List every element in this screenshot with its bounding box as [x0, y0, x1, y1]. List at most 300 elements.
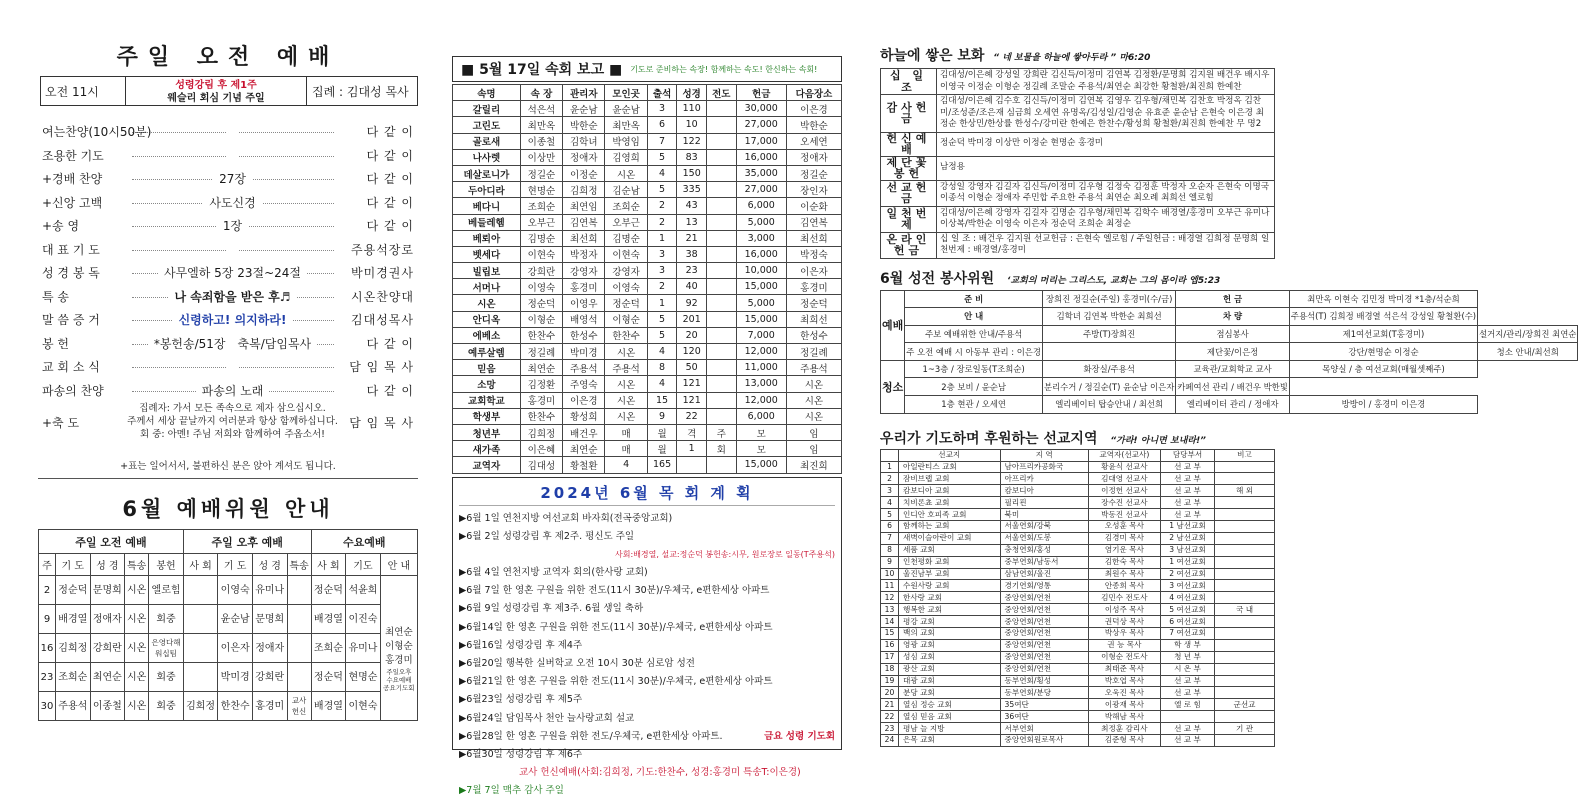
cell-row [453, 457, 842, 473]
committee-cell: 홍경미 [252, 692, 287, 721]
mission-cell [1160, 711, 1214, 723]
service-title: 6월 성전 봉사위원 [880, 270, 995, 287]
mission-header [881, 449, 899, 461]
plan-item: 교사 헌신예배(사회:김희정, 기도:한찬수, 성경:홍경미 특송T:이은경) [519, 767, 801, 779]
committee-cell: 한찬수 [218, 692, 253, 721]
mission-cell: 6 [881, 521, 899, 533]
service-cell: 최만옥 이현숙 김민정 박미경 *1층/석순희 [1289, 290, 1477, 308]
cell-value: 2 [647, 279, 677, 295]
service-cell: 점심봉사 [1176, 325, 1290, 343]
group-header: 주일 오후 예배 [183, 530, 311, 554]
order-label: 조용한 기도 [42, 147, 127, 164]
mission-cell: 청 년 부 [1160, 651, 1214, 663]
cell-value: 새가족 [453, 441, 521, 457]
mission-row [881, 485, 1275, 497]
mission-cell: 1 여선교회 [1160, 556, 1214, 568]
mission-cell: 24 [881, 735, 899, 747]
mission-cell: 군선교 [1215, 699, 1275, 711]
cell-value: 김대성 [520, 457, 562, 473]
mission-cell: 치비론쵸 교회 [899, 497, 1001, 509]
mission-row [881, 663, 1275, 675]
cell-value [706, 149, 736, 165]
committee-cell: 배경열 [56, 605, 91, 634]
cell-value: 홍경미 [786, 279, 841, 295]
mission-cell: 삼남연회/울진 [1000, 568, 1088, 580]
cell-value: 강영자 [563, 263, 605, 279]
mission-cell: 동부연회/횡성 [1000, 675, 1088, 687]
mission-cell: 중앙연회/연천 [1000, 592, 1088, 604]
offering-title: 하늘에 쌓은 보화 [880, 48, 985, 64]
worship-order-column [28, 0, 428, 725]
cell-value [706, 101, 736, 117]
cell-value: 벳세다 [453, 246, 521, 262]
mission-cell [1215, 461, 1275, 473]
mission-cell: 선 교 부 [1160, 723, 1214, 735]
mission-cell: 중앙연회/연천 [1000, 651, 1088, 663]
committee-cell: 정순덕 [56, 576, 91, 605]
cell-value: 4 [647, 344, 677, 360]
mission-row [881, 735, 1275, 747]
cell-value: 시온 [605, 344, 647, 360]
mission-cell: 중앙연회/연천 [1000, 628, 1088, 640]
service-group: 예배 [881, 290, 905, 360]
mission-cell: 중앙연회/연천 [1000, 663, 1088, 675]
cell-value: 월 [647, 441, 677, 457]
season-line-1: 성령강림 후 제1주 [175, 80, 257, 91]
mission-cell: 중앙연회/연천 [1000, 616, 1088, 628]
mission-cell: 김경미 목사 [1088, 532, 1160, 544]
cell-value: 이종철 [520, 133, 562, 149]
cell-row [453, 214, 842, 230]
plan-item: ▶6월14일 한 영혼 구원을 위한 전도(11시 30분)/우체국, e편한세상 아파트 [459, 621, 773, 633]
mission-cell: 김민수 전도사 [1088, 592, 1160, 604]
group-header-row [39, 530, 418, 554]
cell-value: 박정숙 [786, 246, 841, 262]
service-cell: 청소 안내/최선희 [1478, 343, 1578, 361]
presider: 집례 : 김대성 목사 [312, 84, 409, 99]
offering-row [881, 232, 1275, 258]
cell-row [453, 360, 842, 376]
cell-value: 정길순 [520, 165, 562, 181]
cell-value: 한성수 [563, 327, 605, 343]
mission-row [881, 628, 1275, 640]
offering-row [881, 132, 1275, 156]
order-content-text: 파송의 노래 [196, 384, 270, 398]
cell-value: 김희정 [520, 424, 562, 440]
cell-value: 홍경미 [563, 279, 605, 295]
committee-cell: 정순덕 [311, 576, 346, 605]
mission-row [881, 556, 1275, 568]
mission-cell: 7 [881, 532, 899, 544]
cell-value: 월 [647, 424, 677, 440]
mission-cell [1215, 711, 1275, 723]
benediction-row [42, 402, 414, 448]
cell-value: 김순남 [605, 182, 647, 198]
mission-cell [1215, 735, 1275, 747]
cell-row [453, 408, 842, 424]
cell-row [453, 295, 842, 311]
sub-header: 기 도 [218, 554, 253, 576]
mission-row [881, 521, 1275, 533]
order-row [42, 144, 414, 168]
order-label: +송 영 [42, 217, 127, 234]
mission-cell: 9 [881, 556, 899, 568]
mission-cell: 권 능 목사 [1088, 639, 1160, 651]
mission-row [881, 497, 1275, 509]
order-content-text: 사무엘하 5장 23절~24절 [158, 266, 307, 280]
cell-value: 시온 [605, 376, 647, 392]
service-row [881, 378, 1578, 396]
mission-header: 담당부서 [1160, 449, 1214, 461]
cell-value: 15,000 [736, 457, 786, 473]
offering-row [881, 180, 1275, 206]
mission-cell: 21 [881, 699, 899, 711]
mission-cell: 오욱진 목사 [1088, 687, 1160, 699]
guide-note: 최연순 [385, 627, 413, 638]
cell-value: 최진희 [786, 457, 841, 473]
cell-value: 5,000 [736, 214, 786, 230]
cell-value: 5 [647, 311, 677, 327]
cell-value: 시온 [605, 392, 647, 408]
cell-value: 베들레헴 [453, 214, 521, 230]
cell-value: 매 [605, 441, 647, 457]
order-row [42, 379, 414, 403]
benediction-line: 집례자: 가서 모든 족속으로 제자 삼으십시오. [139, 403, 326, 414]
cell-value: 정길례 [520, 344, 562, 360]
worship-time: 오전 11시 [41, 77, 126, 105]
cell-value: 예루살렘 [453, 344, 521, 360]
service-cell: 차 량 [1176, 308, 1290, 326]
committee-cell: 최연순 [90, 663, 125, 692]
cell-value: 김명순 [605, 230, 647, 246]
order-leader: 박미경권사 [338, 264, 414, 281]
committee-cell: 정애자 [252, 634, 287, 663]
cell-value: 11,000 [736, 360, 786, 376]
season-line-2: 웨슬리 회심 기념 주일 [167, 93, 265, 104]
cell-value: 40 [677, 279, 707, 295]
committee-cell [183, 576, 218, 605]
cell-header: 성경 [677, 85, 707, 101]
cell-value: 황성희 [563, 408, 605, 424]
committee-cell: 현명순 [346, 663, 381, 692]
order-label: 봉 헌 [42, 335, 127, 352]
cell-row [453, 279, 842, 295]
cell-value: 정애자 [563, 149, 605, 165]
cell-header: 다음장소 [786, 85, 841, 101]
cell-value: 165 [647, 457, 677, 473]
order-leader: 김대성목사 [338, 311, 414, 328]
order-row [42, 261, 414, 285]
service-heading [880, 268, 1275, 288]
divider [38, 478, 418, 479]
cell-report-table [452, 84, 842, 474]
cell-value: 김영희 [605, 149, 647, 165]
cell-value: 믿음 [453, 360, 521, 376]
mission-row [881, 675, 1275, 687]
committee-cell [287, 663, 311, 692]
cell-value [706, 295, 736, 311]
mission-cell: 인디안 호피족 교회 [899, 509, 1001, 521]
cell-value: 나사렛 [453, 149, 521, 165]
mission-cell: 충청연회/홍성 [1000, 544, 1088, 556]
service-cell: 제단꽃/이은정 [1176, 343, 1290, 361]
mission-cell [1215, 639, 1275, 651]
offering-row [881, 69, 1275, 95]
mission-row [881, 509, 1275, 521]
order-label: 대 표 기 도 [42, 241, 127, 258]
cell-value: 교회학교 [453, 392, 521, 408]
cell-value: 5 [647, 182, 677, 198]
cell-value: 이은경 [786, 101, 841, 117]
service-cell: 준 비 [905, 290, 1043, 308]
mission-cell: 북미 [1000, 509, 1088, 521]
cell-value: 3 [647, 263, 677, 279]
cell-value: 윤순남 [605, 101, 647, 117]
cell-value: 4 [605, 457, 647, 473]
order-content [127, 335, 338, 352]
cell-value: 현명순 [520, 182, 562, 198]
cell-value: 23 [677, 263, 707, 279]
cell-value [706, 263, 736, 279]
cell-value: 121 [677, 376, 707, 392]
sub-header: 주 [39, 554, 56, 576]
order-content-text: 1장 [217, 219, 248, 233]
cell-report-title-box [452, 56, 842, 82]
mission-row [881, 461, 1275, 473]
mission-cell: 영광 교회 [899, 639, 1001, 651]
mission-row [881, 723, 1275, 735]
cell-value: 학생부 [453, 408, 521, 424]
mission-cell: 세품 교회 [899, 544, 1001, 556]
cell-header: 전도 [706, 85, 736, 101]
service-cell: 1~3층 / 장로일동(T조희순) [905, 360, 1043, 378]
service-cell: 1층 현관 / 오세연 [905, 396, 1043, 414]
guide-note: 주일오후 수요예배 공요기도회 [383, 668, 415, 692]
cell-value: 김명순 [520, 230, 562, 246]
mission-cell: 수원사랑 교회 [899, 580, 1001, 592]
cell-value: 5 [647, 327, 677, 343]
cell-value [706, 198, 736, 214]
cell-row [453, 311, 842, 327]
mission-row [881, 687, 1275, 699]
mission-cell: 남아프리카공화국 [1000, 461, 1088, 473]
cell-value: 안디옥 [453, 311, 521, 327]
cell-value: 이영우 [563, 295, 605, 311]
mission-cell: 13 [881, 604, 899, 616]
cell-value: 석은석 [520, 101, 562, 117]
order-row [42, 285, 414, 309]
order-content-text [227, 148, 239, 162]
sub-header: 사 회 [183, 554, 218, 576]
mission-header: 지 역 [1000, 449, 1088, 461]
mission-cell: 3 남선교회 [1160, 544, 1214, 556]
committee-cell: 이진숙 [346, 605, 381, 634]
mission-cell: 3 여선교회 [1160, 580, 1214, 592]
cell-value: 최연임 [563, 198, 605, 214]
service-cell: 주 오전 예배 시 아동부 관리 : 이은경 [905, 343, 1043, 361]
order-content-text: 신령하고! 의지하라! [173, 313, 293, 327]
committee-cell: 시온 [125, 634, 149, 663]
cell-value [677, 457, 707, 473]
committee-cell: 석윤희 [346, 576, 381, 605]
sub-header: 안 내 [380, 554, 417, 576]
committee-cell: 시온 [125, 576, 149, 605]
cell-row [453, 392, 842, 408]
cell-value: 김희정 [563, 182, 605, 198]
service-cell: 2층 보비 / 윤순남 [905, 378, 1043, 396]
service-cell: 엘리베이터 관리 / 정애자 [1176, 396, 1290, 414]
mission-row [881, 544, 1275, 556]
cell-value: 청년부 [453, 424, 521, 440]
cell-value: 홍경미 [520, 392, 562, 408]
cell-value: 35,000 [736, 165, 786, 181]
committee-cell [183, 605, 218, 634]
order-row [42, 308, 414, 332]
mission-cell: 이정헌 선교사 [1088, 485, 1160, 497]
cell-value: 20 [677, 327, 707, 343]
cell-value: 이형순 [605, 311, 647, 327]
committee-title: 6월 예배위원 안내 [122, 497, 334, 521]
guide-note: 홍경미 [385, 655, 413, 666]
sub-header: 성 경 [252, 554, 287, 576]
mission-cell: 36여단 [1000, 711, 1088, 723]
cell-value [706, 214, 736, 230]
service-cell: 방방이 / 홍경미 이은경 [1289, 396, 1477, 414]
sub-header: 기 도 [56, 554, 91, 576]
cell-row [453, 344, 842, 360]
worship-info-box [40, 76, 418, 106]
mission-cell: 17 [881, 651, 899, 663]
mission-cell: 학 생 부 [1160, 639, 1214, 651]
cell-value: 9 [647, 408, 677, 424]
service-cell: 김학녀 김연복 박한순 최희선 [1043, 308, 1176, 326]
order-content-text [227, 242, 239, 256]
cell-value: 서머나 [453, 279, 521, 295]
cell-value: 시온 [786, 408, 841, 424]
cell-value: 갈릴리 [453, 101, 521, 117]
cell-value: 정순덕 [520, 295, 562, 311]
mission-cell: 23 [881, 723, 899, 735]
mission-cell [1215, 568, 1275, 580]
cell-value: 베뢰아 [453, 230, 521, 246]
cell-value: 모 [736, 424, 786, 440]
cell-value: 강영자 [605, 263, 647, 279]
committee-row [39, 605, 418, 634]
mission-cell: 5 [881, 509, 899, 521]
mission-cell: 서울연회/도봉 [1000, 532, 1088, 544]
mission-cell: 중부연회/남동서 [1000, 556, 1088, 568]
mission-cell: 박해남 목사 [1088, 711, 1160, 723]
mission-cell: 4 [881, 497, 899, 509]
service-cell: 제1여선교회(T홍경미) [1289, 325, 1477, 343]
mission-cell: 엘 로 힘 [1160, 699, 1214, 711]
committee-cell: 배경열 [311, 692, 346, 721]
committee-table [38, 529, 418, 721]
cell-value: 1 [677, 441, 707, 457]
cell-value: 2 [647, 198, 677, 214]
cell-value: 92 [677, 295, 707, 311]
cell-value: 8 [647, 360, 677, 376]
committee-cell: 회중 [149, 663, 184, 692]
cell-value: 이은혜 [520, 441, 562, 457]
cell-value: 22 [677, 408, 707, 424]
mission-cell: 기 관 [1215, 723, 1275, 735]
cell-value: 골로새 [453, 133, 521, 149]
service-row [881, 360, 1578, 378]
guide-note: 이형순 [385, 641, 413, 652]
offering-row [881, 95, 1275, 133]
order-row [42, 238, 414, 262]
order-row [42, 332, 414, 356]
cell-value: 시온 [605, 408, 647, 424]
cell-value: 주 [706, 424, 736, 440]
service-table [880, 290, 1578, 414]
group-header: 주일 오전 예배 [39, 530, 184, 554]
offering-type: 감사헌금 [881, 95, 937, 133]
cell-value: 이현숙 [605, 246, 647, 262]
mission-cell: 1 남선교회 [1160, 521, 1214, 533]
cell-value: 오부근 [520, 214, 562, 230]
cell-value: 주용석 [605, 360, 647, 376]
church-season [126, 77, 307, 105]
sub-header: 특송 [287, 554, 311, 576]
order-row [42, 167, 414, 191]
mission-cell: 19 [881, 675, 899, 687]
committee-cell: 윤순남 [218, 605, 253, 634]
cell-row [453, 230, 842, 246]
cell-value [706, 230, 736, 246]
committee-cell: 23 [39, 663, 56, 692]
cell-value: 이형순 [520, 311, 562, 327]
mission-cell: 선 교 부 [1160, 675, 1214, 687]
plan-item: ▶6월 1일 연천지방 여선교회 바자회(전곡중앙교회) [459, 512, 673, 524]
mission-cell: 선 교 부 [1160, 509, 1214, 521]
cell-value: 150 [677, 165, 707, 181]
order-content-text: 27장 [213, 172, 252, 186]
sub-header: 특송 [125, 554, 149, 576]
service-cell: 헌 금 [1176, 290, 1290, 308]
committee-cell: 30 [39, 692, 56, 721]
mission-cell: 35여단 [1000, 699, 1088, 711]
mission-cell: 중앙연회원로목사 [1000, 735, 1088, 747]
cell-value: 오부근 [605, 214, 647, 230]
mission-cell [1215, 497, 1275, 509]
mission-cell: 캄보디아 교회 [899, 485, 1001, 497]
cell-value: 122 [677, 133, 707, 149]
committee-cell: 조희순 [311, 634, 346, 663]
cell-value: 38 [677, 246, 707, 262]
cell-value: 한찬수 [520, 327, 562, 343]
cell-value: 12,000 [736, 392, 786, 408]
order-label: 여는찬양(10시50분) [42, 125, 152, 140]
order-leader: 다 같 이 [338, 170, 414, 187]
benediction-leader: 담 임 목 사 [349, 416, 414, 430]
cell-value: 6,000 [736, 198, 786, 214]
mission-cell: 7 여선교회 [1160, 628, 1214, 640]
offering-row [881, 156, 1275, 180]
cell-value: 17,000 [736, 133, 786, 149]
mission-cell: 오성훈 목사 [1088, 521, 1160, 533]
cell-value: 모 [736, 441, 786, 457]
committee-cell: 이종철 [90, 692, 125, 721]
cell-value [706, 344, 736, 360]
mission-cell: 성심 교회 [899, 651, 1001, 663]
mission-cell: 캄보디아 [1000, 485, 1088, 497]
mission-cell: 국 내 [1215, 604, 1275, 616]
cell-row [453, 117, 842, 133]
cell-value: 김정환 [520, 376, 562, 392]
order-content-text: *봉헌송/51장 [148, 337, 232, 351]
